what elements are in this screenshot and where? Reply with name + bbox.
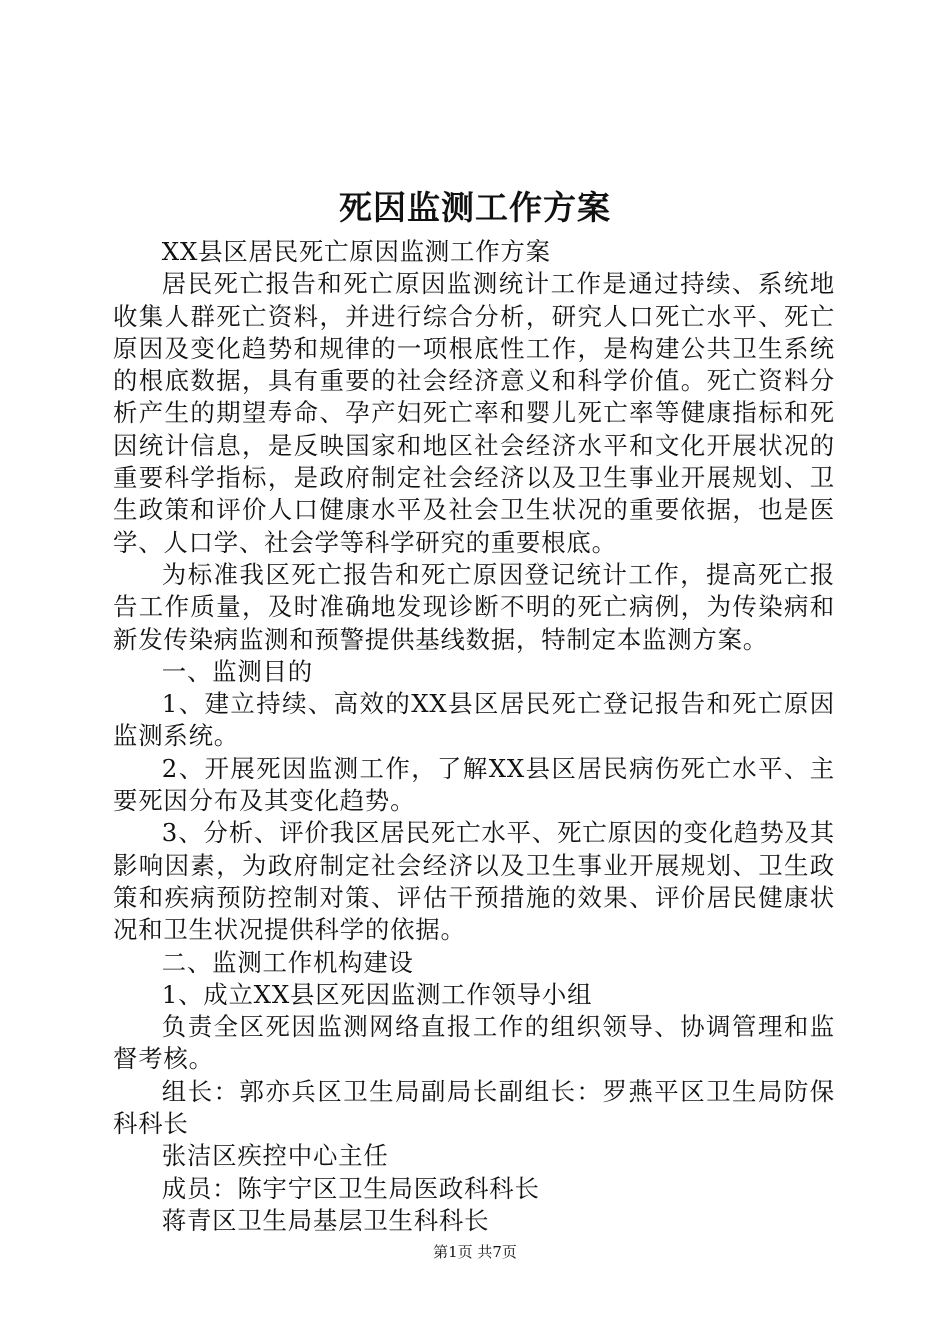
subtitle-paragraph: XX县区居民死亡原因监测工作方案 xyxy=(161,237,551,266)
intro-paragraph: 居民死亡报告和死亡原因监测统计工作是通过持续、系统地收集人群死亡资料，并进行综合分析，研究人口死亡水平、死亡原因及变化趋势和规律的一项根底性工作，是构建公共卫生系统的根底数据，具有重要的社会经济意义和科学价值。死亡资料分析产生的期望寿命、孕产妇死亡率和婴儿死亡率等健康指标和死因统计信息，是反映国家和地区社会经济水平和文化开展状况的重要科学指标，是政府制定社会经济以及卫生事业开展规划、卫生政策和评价人口健康水平及社会卫生状况的重要依据，也是医学、人口学、社会学等科学研究的重要根底。 xyxy=(113,269,835,557)
organization-item-1: 1、成立XX县区死因监测工作领导小组 xyxy=(161,979,593,1009)
deputy-line: 张洁区疾控中心主任 xyxy=(161,1141,389,1171)
section-heading-organization: 二、监测工作机构建设 xyxy=(161,947,414,977)
section-heading-objectives: 一、监测目的 xyxy=(161,656,313,686)
document-body xyxy=(113,236,835,1237)
document-title: 死因监测工作方案 xyxy=(339,188,611,227)
objective-item-2: 2、开展死因监测工作，了解XX县区居民病伤死亡水平、主要死因分布及其变化趋势。 xyxy=(113,753,835,816)
objective-item-3: 3、分析、评价我区居民死亡水平、死亡原因的变化趋势及其影响因素，为政府制定社会经济以及卫生事业开展规划、卫生政策和疾病预防控制对策、评估干预措施的效果、评价居民健康状况和卫生状况提供科学的依据。 xyxy=(113,818,835,945)
leader-line: 组长：郭亦兵区卫生局副局长副组长：罗燕平区卫生局防保科科长 xyxy=(113,1076,835,1139)
organization-duty-paragraph: 负责全区死因监测网络直报工作的组织领导、协调管理和监督考核。 xyxy=(113,1012,835,1074)
purpose-paragraph: 为标准我区死亡报告和死亡原因登记统计工作，提高死亡报告工作质量，及时准确地发现诊断不明的死亡病例，为传染病和新发传染病监测和预警提供基线数据，特制定本监测方案。 xyxy=(113,559,835,654)
member-line-1: 成员：陈宇宁区卫生局医政科科长 xyxy=(161,1173,540,1203)
page-number-footer: 第1页 共7页 xyxy=(433,1243,517,1261)
objective-item-1: 1、建立持续、高效的XX县区居民死亡登记报告和死亡原因监测系统。 xyxy=(113,689,835,751)
member-line-2: 蒋青区卫生局基层卫生科科长 xyxy=(161,1205,490,1235)
